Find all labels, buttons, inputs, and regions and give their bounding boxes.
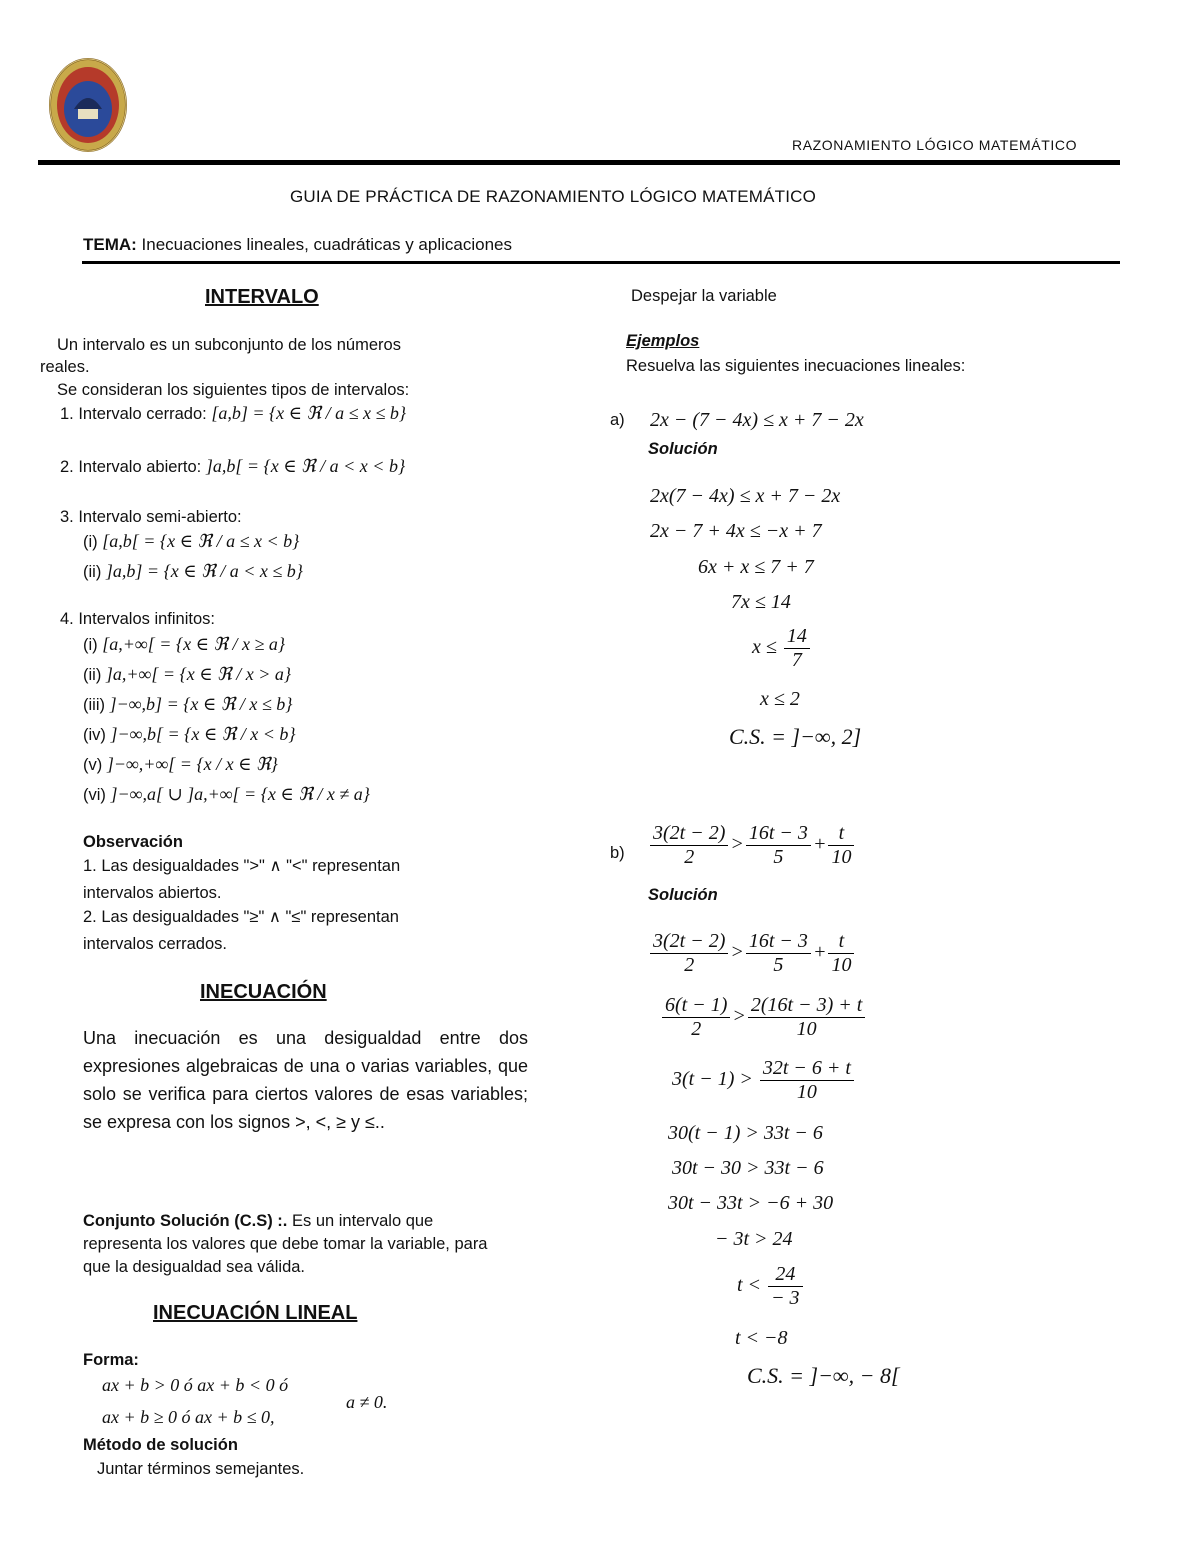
step-b: − 3t > 24 (715, 1228, 793, 1250)
step-a: 7x ≤ 14 (731, 591, 791, 613)
heading-inecuacion: INECUACIÓN (200, 981, 327, 1003)
frac-den: 2 (691, 1018, 702, 1040)
operator: > (730, 941, 744, 964)
example-a-label: a) (610, 411, 625, 429)
solution-set-b: C.S. = ]−∞, − 8[ (747, 1363, 900, 1388)
interval-item (83, 694, 292, 715)
solucion-label-b: Solución (648, 886, 718, 904)
intro-line-3: Se consideran los siguientes tipos de intervalos: (57, 381, 410, 399)
interval-item (83, 531, 299, 552)
interval-item-label: (ii) (83, 666, 106, 684)
heading-intervalo: INTERVALO (205, 286, 319, 308)
forma-line-2: ax + b ≥ 0 ó ax + b ≤ 0, (102, 1407, 275, 1427)
interval-item-label: (i) (83, 636, 103, 654)
step-b-frac-lhs: t < (737, 1274, 762, 1297)
cs-definition (83, 1210, 493, 1279)
interval-item-math: [a,+∞[ = {x ∈ ℜ / x ≥ a} (102, 634, 286, 654)
heading-inecuacion-lineal: INECUACIÓN LINEAL (153, 1302, 358, 1324)
frac-den: 10 (831, 846, 852, 868)
step-b: 30t − 33t > −6 + 30 (668, 1192, 834, 1214)
header-running-title: RAZONAMIENTO LÓGICO MATEMÁTICO (792, 137, 1078, 153)
step-b-1 (648, 930, 856, 977)
interval-item (83, 784, 370, 805)
step-b-frac-den: − 3 (771, 1287, 800, 1309)
frac-num: 32t − 6 + t (760, 1057, 854, 1081)
interval-item-label: 1. Intervalo cerrado: (60, 405, 212, 423)
interval-item-math: ]−∞,b] = {x ∈ ℜ / x ≤ b} (109, 694, 293, 714)
interval-item-label: (iv) (83, 726, 111, 744)
university-logo-seal (48, 57, 128, 153)
frac-num: t (828, 822, 854, 846)
interval-item-math: ]a,b] = {x ∈ ℜ / a < x ≤ b} (105, 561, 303, 581)
interval-item (83, 754, 278, 775)
interval-item-label: 4. Intervalos infinitos: (60, 610, 215, 628)
cs-text: Es un intervalo que representa los valores que debe tomar la variable, para que la desigualdad sea válida. (83, 1212, 488, 1276)
interval-item (83, 724, 296, 745)
interval-item-label: (ii) (83, 563, 106, 581)
interval-item-math: ]−∞,b[ = {x ∈ ℜ / x < b} (110, 724, 296, 744)
observation-line: intervalos cerrados. (83, 935, 227, 953)
step-b: 30(t − 1) > 33t − 6 (668, 1122, 823, 1144)
metodo-label: Método de solución (83, 1436, 238, 1454)
step-a-fraction (752, 625, 812, 672)
intro-line-2: reales. (40, 358, 90, 376)
frac-num: 16t − 3 (746, 930, 811, 954)
frac-num: 2(16t − 3) + t (748, 994, 865, 1018)
step-a-frac-lhs: x ≤ (752, 636, 777, 659)
interval-item-label: 3. Intervalo semi-abierto: (60, 508, 242, 526)
cs-label: Conjunto Solución (C.S) :. (83, 1212, 288, 1230)
frac-num: 16t − 3 (746, 822, 811, 846)
document-title: GUIA DE PRÁCTICA DE RAZONAMIENTO LÓGICO MATEMÁTICO (290, 187, 817, 206)
observation-line: 2. Las desigualdades "≥" ∧ "≤" representan (83, 908, 399, 926)
forma-label: Forma: (83, 1351, 139, 1369)
observation-line: 1. Las desigualdades ">" ∧ "<" representan (83, 857, 401, 875)
step-b-2 (660, 994, 867, 1041)
interval-item (60, 508, 242, 527)
step-b: 30t − 30 > 33t − 6 (672, 1157, 824, 1179)
step-a: 6x + x ≤ 7 + 7 (698, 556, 814, 578)
interval-item (60, 610, 215, 629)
step-a-result: x ≤ 2 (760, 688, 800, 710)
interval-item-math: ]a,+∞[ = {x ∈ ℜ / x > a} (105, 664, 292, 684)
frac-den: 5 (773, 846, 784, 868)
interval-item-math: ]−∞,a[ ∪ ]a,+∞[ = {x ∈ ℜ / x ≠ a} (110, 784, 370, 804)
observation-line: intervalos abiertos. (83, 884, 222, 902)
step-a-frac-num: 14 (784, 625, 810, 649)
frac-num: 3(2t − 2) (650, 930, 728, 954)
topic-rule (82, 261, 1120, 264)
step-b-3 (672, 1057, 856, 1104)
interval-item-math: ]−∞,+∞[ = {x / x ∈ ℜ} (106, 754, 278, 774)
interval-item-math: [a,b] = {x ∈ ℜ / a ≤ x ≤ b} (211, 403, 407, 423)
operator: + (812, 833, 827, 856)
operator: > (730, 833, 744, 856)
resuelva-line: Resuelva las siguientes inecuaciones lineales: (626, 357, 966, 375)
frac-den: 10 (831, 954, 852, 976)
intro-line-1: Un intervalo es un subconjunto de los números (57, 336, 401, 354)
despejar-line: Despejar la variable (631, 287, 777, 305)
topic-text: Inecuaciones lineales, cuadráticas y aplicaciones (136, 235, 512, 254)
metodo-line: Juntar términos semejantes. (97, 1460, 305, 1478)
frac-den: 2 (684, 954, 695, 976)
frac-den: 5 (773, 954, 784, 976)
frac-den: 2 (684, 846, 695, 868)
inecuacion-definition: Una inecuación es una desigualdad entre dos expresiones algebraicas de una o varias variables, que solo se verifica para ciertos valores de esas variables; se expresa con los signos >, <, ≥ y ≤.. (83, 1028, 528, 1132)
interval-item (83, 561, 303, 582)
topic-line (83, 235, 512, 255)
solucion-label-a: Solución (648, 440, 718, 458)
example-a-equation: 2x − (7 − 4x) ≤ x + 7 − 2x (650, 409, 864, 431)
step-b-fraction (737, 1263, 805, 1310)
interval-item-label: (vi) (83, 786, 111, 804)
operator: > (732, 1005, 746, 1028)
forma-line-1: ax + b > 0 ó ax + b < 0 ó (102, 1375, 289, 1395)
frac-den: 10 (796, 1081, 817, 1103)
interval-item-math: ]a,b[ = {x ∈ ℜ / a < x < b} (205, 456, 406, 476)
interval-item (60, 456, 405, 477)
step-a-frac-den: 7 (791, 649, 802, 671)
interval-item-math: [a,b[ = {x ∈ ℜ / a ≤ x < b} (102, 531, 300, 551)
step-b-frac-num: 24 (768, 1263, 803, 1287)
frac-den: 10 (796, 1018, 817, 1040)
solution-set-a: C.S. = ]−∞, 2] (729, 724, 862, 749)
frac-num: 3(2t − 2) (650, 822, 728, 846)
operator: + (812, 941, 827, 964)
step-a: 2x − 7 + 4x ≤ −x + 7 (650, 520, 822, 542)
interval-item-label: (iii) (83, 696, 110, 714)
interval-item-label: 2. Intervalo abierto: (60, 458, 206, 476)
frac-num: 6(t − 1) (662, 994, 730, 1018)
observation-heading: Observación (83, 833, 183, 851)
topic-label: TEMA: (83, 235, 137, 254)
example-b-equation (648, 822, 856, 869)
forma-condition: a ≠ 0. (346, 1392, 388, 1412)
frac-lhs: 3(t − 1) > (672, 1068, 753, 1091)
example-b-label: b) (610, 844, 625, 862)
frac-num: t (828, 930, 854, 954)
ejemplos-heading: Ejemplos (626, 332, 700, 350)
interval-item (83, 664, 291, 685)
interval-item-label: (i) (83, 533, 103, 551)
step-a: 2x(7 − 4x) ≤ x + 7 − 2x (650, 485, 841, 507)
interval-item (60, 403, 406, 424)
step-b-result: t < −8 (735, 1327, 788, 1349)
interval-item (83, 634, 285, 655)
interval-item-label: (v) (83, 756, 107, 774)
header-rule (38, 160, 1120, 165)
